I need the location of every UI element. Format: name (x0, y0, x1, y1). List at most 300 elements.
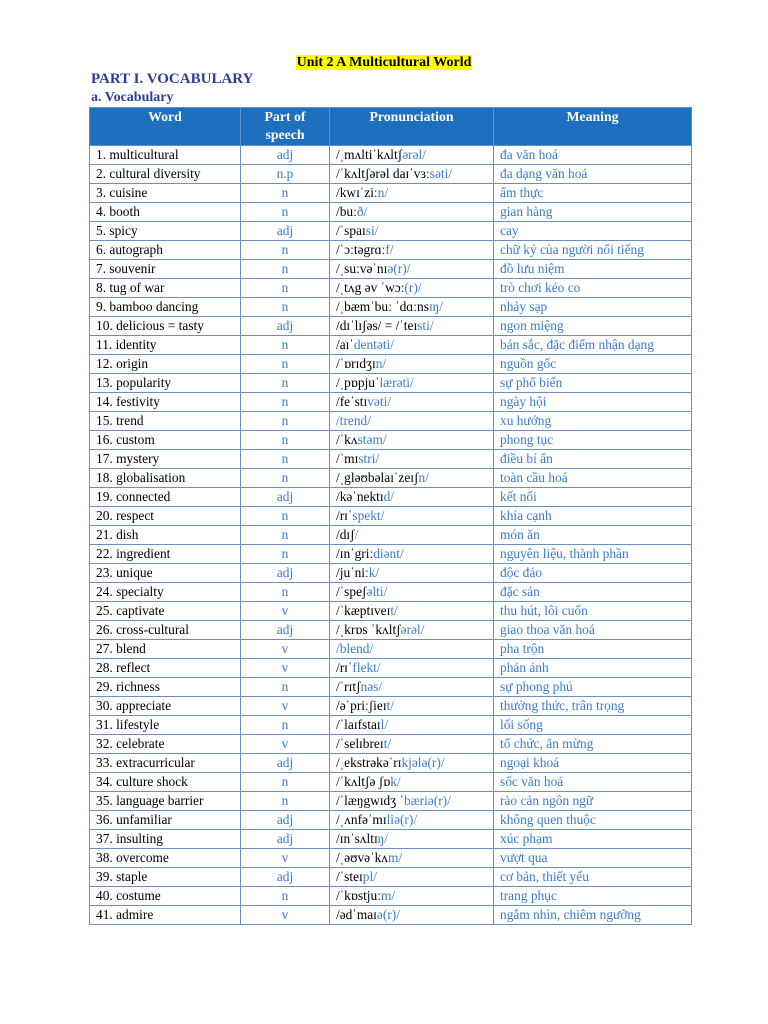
word-cell: 25. captivate (90, 602, 241, 621)
part-of-speech-cell: n (241, 773, 330, 792)
part-of-speech-cell: n (241, 545, 330, 564)
table-row (90, 203, 692, 222)
pronunciation-blue: ə(r)/ (387, 261, 411, 276)
pronunciation-cell (330, 317, 494, 336)
pronunciation-black: /aɪˈ (336, 337, 354, 352)
pronunciation-black: /dɪʃ (336, 527, 355, 542)
pronunciation-black: /ˌsuːvəˈnɪ (336, 261, 388, 276)
table-row (90, 906, 692, 925)
pronunciation-black: /ˌtʌg əv ˈwɔː (336, 280, 405, 295)
meaning-cell (494, 469, 692, 488)
pronunciation-cell (330, 773, 494, 792)
pronunciation-black: /ˌəʊvəˈkʌ (336, 850, 388, 865)
part-of-speech-cell: v (241, 602, 330, 621)
meaning-cell (494, 830, 692, 849)
table-row (90, 830, 692, 849)
meaning-blue: nguồn gốc (500, 356, 557, 371)
pronunciation-cell (330, 146, 494, 165)
pronunciation-black: /dɪˈlɪʃəs/ = /ˈteɪ (336, 318, 418, 333)
sub-heading: a. Vocabulary (91, 90, 174, 105)
meaning-blue: ngắm nhìn, chiêm ngưỡng (500, 907, 641, 922)
meaning-cell (494, 260, 692, 279)
pronunciation-blue: si/ (365, 223, 379, 238)
pronunciation-blue: əlti/ (366, 584, 388, 599)
pronunciation-black: /ˈkɒstjuː (336, 888, 381, 903)
meaning-blue: sự phong phú (500, 679, 573, 694)
pronunciation-blue: f/ (385, 242, 394, 257)
meaning-cell (494, 431, 692, 450)
pronunciation-cell (330, 640, 494, 659)
pronunciation-blue: pl/ (362, 869, 377, 884)
meaning-cell (494, 621, 692, 640)
document-title: Unit 2 A Multicultural World (296, 55, 472, 70)
pronunciation-black: /ˌmʌltiˈkʌltʃ (336, 147, 403, 162)
pronunciation-cell (330, 887, 494, 906)
table-row (90, 678, 692, 697)
pronunciation-blue: k/ (390, 774, 401, 789)
pronunciation-black: /feˈstɪ (336, 394, 368, 409)
pronunciation-blue: kjələ(r)/ (401, 755, 445, 770)
meaning-blue: lối sống (500, 717, 543, 732)
word-cell: 28. reflect (90, 659, 241, 678)
part-of-speech-cell: n (241, 393, 330, 412)
table-row (90, 754, 692, 773)
pronunciation-cell (330, 412, 494, 431)
word-cell: 21. dish (90, 526, 241, 545)
part-of-speech-cell: adj (241, 222, 330, 241)
part-of-speech-cell: n (241, 203, 330, 222)
pronunciation-blue: diənt/ (373, 546, 404, 561)
pronunciation-cell (330, 431, 494, 450)
pronunciation-blue: (r)/ (404, 280, 422, 295)
part-of-speech-cell: v (241, 640, 330, 659)
table-row (90, 792, 692, 811)
part-of-speech-cell: n (241, 412, 330, 431)
word-cell: 19. connected (90, 488, 241, 507)
part-of-speech-cell: n (241, 336, 330, 355)
meaning-cell (494, 678, 692, 697)
pronunciation-black: /ˈspeʃ (336, 584, 367, 599)
meaning-blue: ngon miệng (500, 318, 564, 333)
meaning-blue: đa văn hoá (500, 147, 559, 162)
part-of-speech-cell: v (241, 697, 330, 716)
table-row (90, 317, 692, 336)
pronunciation-black: /ˈkæptɪveɪ (336, 603, 391, 618)
meaning-blue: khía cạnh (500, 508, 552, 523)
pronunciation-black: /ɪnˈsʌltɪ (336, 831, 378, 846)
meaning-blue: ngoại khoá (500, 755, 560, 770)
word-cell: 9. bamboo dancing (90, 298, 241, 317)
pronunciation-cell (330, 279, 494, 298)
meaning-cell (494, 868, 692, 887)
part-of-speech-cell: adj (241, 146, 330, 165)
title-wrap (0, 53, 768, 71)
pronunciation-blue: /trend/ (336, 413, 371, 428)
meaning-blue: chữ ký của người nổi tiếng (500, 242, 644, 257)
header-part-of-speech: Part of speech (241, 108, 330, 146)
table-row (90, 184, 692, 203)
word-cell: 30. appreciate (90, 697, 241, 716)
word-cell: 18. globalisation (90, 469, 241, 488)
pronunciation-cell (330, 811, 494, 830)
pronunciation-black: /ˈrɪtʃ (336, 679, 361, 694)
pronunciation-blue: n/ (418, 470, 429, 485)
pronunciation-blue: ərəl/ (402, 147, 426, 162)
part-of-speech-cell: n (241, 184, 330, 203)
pronunciation-blue: ɪŋ/ (428, 299, 444, 314)
table-row (90, 260, 692, 279)
pronunciation-black: /ˌpɒpjuˈ (336, 375, 380, 390)
word-cell: 20. respect (90, 507, 241, 526)
pronunciation-black: /ˌbæmˈbuː ˈdɑːns (336, 299, 429, 314)
pronunciation-black: /əˈpriːʃieɪ (336, 698, 387, 713)
pronunciation-black: /kwɪˈziː (336, 185, 378, 200)
header-word: Word (90, 108, 241, 146)
table-row (90, 450, 692, 469)
pronunciation-cell (330, 754, 494, 773)
pronunciation-black: /ˌʌnfəˈmɪ (336, 812, 387, 827)
word-cell: 6. autograph (90, 241, 241, 260)
word-cell: 13. popularity (90, 374, 241, 393)
table-row (90, 526, 692, 545)
pronunciation-blue: ð/ (356, 204, 368, 219)
word-cell: 12. origin (90, 355, 241, 374)
meaning-cell (494, 317, 692, 336)
pronunciation-black: /ˈspaɪ (336, 223, 366, 238)
pronunciation-black: /ˈkʌ (336, 432, 358, 447)
meaning-blue: cơ bản, thiết yếu (500, 869, 589, 884)
pronunciation-black: /ˌekstrəkəˈrɪ (336, 755, 402, 770)
meaning-cell (494, 165, 692, 184)
meaning-blue: ẩm thực (500, 185, 544, 200)
part-of-speech-cell: adj (241, 317, 330, 336)
part-of-speech-cell: n (241, 716, 330, 735)
part-of-speech-cell: adj (241, 868, 330, 887)
pronunciation-cell (330, 602, 494, 621)
pronunciation-black: /ˌgləʊbəlaɪˈzeɪʃ (336, 470, 419, 485)
pronunciation-cell (330, 583, 494, 602)
pronunciation-black: /ɪnˈgriː (336, 546, 374, 561)
meaning-cell (494, 279, 692, 298)
pronunciation-blue: n/ (377, 185, 389, 200)
part-of-speech-cell: adj (241, 830, 330, 849)
pronunciation-blue: bæriə(r)/ (404, 793, 451, 808)
pronunciation-cell (330, 564, 494, 583)
word-cell: 31. lifestyle (90, 716, 241, 735)
meaning-cell (494, 735, 692, 754)
pronunciation-cell (330, 260, 494, 279)
part-of-speech-cell: v (241, 906, 330, 925)
meaning-blue: nguyên liệu, thành phần (500, 546, 629, 561)
part-of-speech-cell: n (241, 526, 330, 545)
table-row (90, 716, 692, 735)
meaning-blue: ngày hội (500, 394, 547, 409)
word-cell: 2. cultural diversity (90, 165, 241, 184)
meaning-cell (494, 849, 692, 868)
table-row (90, 412, 692, 431)
pronunciation-black: /ˌkrɒs ˈkʌltʃ (336, 622, 401, 637)
word-cell: 3. cuisine (90, 184, 241, 203)
pronunciation-blue: liə(r)/ (386, 812, 418, 827)
meaning-blue: không quen thuộc (500, 812, 596, 827)
pronunciation-cell (330, 906, 494, 925)
word-cell: 34. culture shock (90, 773, 241, 792)
meaning-cell (494, 374, 692, 393)
pronunciation-cell (330, 222, 494, 241)
part-of-speech-cell: adj (241, 811, 330, 830)
meaning-cell (494, 564, 692, 583)
pronunciation-black: /ədˈmaɪ (336, 907, 377, 922)
part-of-speech-cell: n (241, 355, 330, 374)
meaning-cell (494, 241, 692, 260)
pronunciation-cell (330, 735, 494, 754)
pronunciation-cell (330, 393, 494, 412)
word-cell: 39. staple (90, 868, 241, 887)
meaning-cell (494, 393, 692, 412)
meaning-cell (494, 716, 692, 735)
pronunciation-black: /ˈlaɪfstaɪ (336, 717, 381, 732)
pronunciation-cell (330, 374, 494, 393)
word-cell: 4. booth (90, 203, 241, 222)
pronunciation-black: /ˈɔːtəgrɑː (336, 242, 386, 257)
pronunciation-blue: ərəl/ (400, 622, 425, 637)
meaning-blue: pha trộn (500, 641, 545, 656)
pronunciation-black: /ˈkʌltʃə ʃɒ (336, 774, 391, 789)
meaning-cell (494, 906, 692, 925)
word-cell: 23. unique (90, 564, 241, 583)
part-of-speech-cell: n.p (241, 165, 330, 184)
table-row (90, 849, 692, 868)
table-row (90, 773, 692, 792)
meaning-blue: trò chơi kéo co (500, 280, 581, 295)
meaning-cell (494, 450, 692, 469)
word-cell: 17. mystery (90, 450, 241, 469)
pronunciation-blue: / (354, 527, 359, 542)
pronunciation-black: /juˈniː (336, 565, 369, 580)
meaning-blue: tổ chức, ăn mừng (500, 736, 594, 751)
meaning-blue: phong tục (500, 432, 554, 447)
part-of-speech-cell: adj (241, 564, 330, 583)
meaning-blue: xu hướng (500, 413, 552, 428)
meaning-blue: phản ánh (500, 660, 549, 675)
part-of-speech-cell: v (241, 849, 330, 868)
table-row (90, 222, 692, 241)
pronunciation-blue: t/ (386, 698, 395, 713)
meaning-cell (494, 887, 692, 906)
pronunciation-blue: k/ (368, 565, 380, 580)
part-of-speech-cell: n (241, 507, 330, 526)
word-cell: 1. multicultural (90, 146, 241, 165)
pronunciation-black: /ˈselɪbreɪ (336, 736, 384, 751)
pronunciation-cell (330, 868, 494, 887)
meaning-blue: bản sắc, đặc điểm nhận dạng (500, 337, 654, 352)
pronunciation-cell (330, 830, 494, 849)
table-row (90, 165, 692, 184)
pronunciation-blue: m/ (380, 888, 396, 903)
table-row (90, 640, 692, 659)
pronunciation-blue: /blend/ (336, 641, 374, 656)
pronunciation-cell (330, 488, 494, 507)
meaning-cell (494, 298, 692, 317)
pronunciation-cell (330, 507, 494, 526)
part-of-speech-cell: n (241, 374, 330, 393)
table-row (90, 431, 692, 450)
meaning-blue: giao thoa văn hoá (500, 622, 595, 637)
meaning-cell (494, 754, 692, 773)
table-row (90, 659, 692, 678)
meaning-cell (494, 640, 692, 659)
part-of-speech-cell: n (241, 260, 330, 279)
table-body (90, 146, 692, 925)
word-cell: 40. costume (90, 887, 241, 906)
table-row (90, 279, 692, 298)
word-cell: 16. custom (90, 431, 241, 450)
pronunciation-blue: ŋ/ (377, 831, 389, 846)
pronunciation-cell (330, 849, 494, 868)
word-cell: 11. identity (90, 336, 241, 355)
pronunciation-blue: spekt/ (352, 508, 385, 523)
pronunciation-cell (330, 165, 494, 184)
pronunciation-blue: flekt/ (352, 660, 381, 675)
part-of-speech-cell: v (241, 735, 330, 754)
header-meaning: Meaning (494, 108, 692, 146)
pronunciation-cell (330, 792, 494, 811)
pronunciation-blue: səti/ (429, 166, 453, 181)
word-cell: 14. festivity (90, 393, 241, 412)
part-of-speech-cell: n (241, 241, 330, 260)
meaning-blue: trang phục (500, 888, 557, 903)
meaning-blue: toàn cầu hoá (500, 470, 568, 485)
pronunciation-black: /buː (336, 204, 357, 219)
meaning-cell (494, 488, 692, 507)
pronunciation-blue: sti/ (417, 318, 434, 333)
pronunciation-blue: t/ (390, 603, 398, 618)
pronunciation-black: /ˈlæŋgwɪdʒ ˈ (336, 793, 404, 808)
part-of-speech-cell: n (241, 279, 330, 298)
pronunciation-blue: l/ (380, 717, 389, 732)
pronunciation-cell (330, 184, 494, 203)
pronunciation-blue: stri/ (358, 451, 380, 466)
meaning-blue: đồ lưu niệm (500, 261, 565, 276)
word-cell: 32. celebrate (90, 735, 241, 754)
part-of-speech-cell: n (241, 792, 330, 811)
meaning-blue: đa dạng văn hoá (500, 166, 588, 181)
word-cell: 27. blend (90, 640, 241, 659)
word-cell: 7. souvenir (90, 260, 241, 279)
word-cell: 22. ingredient (90, 545, 241, 564)
meaning-cell (494, 184, 692, 203)
pronunciation-blue: ə(r)/ (376, 907, 400, 922)
part-of-speech-cell: n (241, 469, 330, 488)
header-pronunciation: Pronunciation (330, 108, 494, 146)
meaning-cell (494, 811, 692, 830)
part-of-speech-cell: adj (241, 488, 330, 507)
pronunciation-blue: n/ (375, 356, 387, 371)
meaning-cell (494, 583, 692, 602)
pronunciation-blue: d/ (383, 489, 395, 504)
meaning-blue: vượt qua (500, 850, 548, 865)
word-cell: 24. specialty (90, 583, 241, 602)
pronunciation-cell (330, 203, 494, 222)
meaning-cell (494, 773, 692, 792)
table-row (90, 887, 692, 906)
word-cell: 38. overcome (90, 849, 241, 868)
pronunciation-black: /kəˈnektɪ (336, 489, 384, 504)
meaning-cell (494, 526, 692, 545)
table-row (90, 336, 692, 355)
word-cell: 26. cross-cultural (90, 621, 241, 640)
pronunciation-black: /rɪˈ (336, 508, 353, 523)
meaning-cell (494, 602, 692, 621)
vocabulary-table (89, 107, 692, 925)
word-cell: 37. insulting (90, 830, 241, 849)
meaning-cell (494, 507, 692, 526)
meaning-blue: nhảy sạp (500, 299, 548, 314)
meaning-blue: thu hút, lôi cuốn (500, 603, 588, 618)
pronunciation-cell (330, 298, 494, 317)
word-cell: 29. richness (90, 678, 241, 697)
pronunciation-cell (330, 336, 494, 355)
meaning-cell (494, 792, 692, 811)
pronunciation-black: /ˈmɪ (336, 451, 359, 466)
pronunciation-black: /ˈɒrɪdʒɪ (336, 356, 376, 371)
table-row (90, 374, 692, 393)
pronunciation-cell (330, 526, 494, 545)
pronunciation-cell (330, 678, 494, 697)
meaning-blue: thưởng thức, trân trọng (500, 698, 625, 713)
meaning-cell (494, 222, 692, 241)
pronunciation-blue: m/ (387, 850, 403, 865)
meaning-cell (494, 659, 692, 678)
table-row (90, 545, 692, 564)
table-row (90, 583, 692, 602)
meaning-blue: sự phổ biến (500, 375, 563, 390)
table-row (90, 393, 692, 412)
table-row (90, 564, 692, 583)
meaning-cell (494, 697, 692, 716)
pronunciation-cell (330, 659, 494, 678)
word-cell: 41. admire (90, 906, 241, 925)
meaning-cell (494, 412, 692, 431)
pronunciation-cell (330, 545, 494, 564)
part-of-speech-cell: n (241, 431, 330, 450)
part-of-speech-cell: adj (241, 621, 330, 640)
meaning-cell (494, 203, 692, 222)
table-row (90, 602, 692, 621)
table-row (90, 469, 692, 488)
word-cell: 15. trend (90, 412, 241, 431)
table-row (90, 488, 692, 507)
pronunciation-cell (330, 621, 494, 640)
table-header-row (90, 108, 692, 146)
pronunciation-cell (330, 469, 494, 488)
meaning-blue: gian hàng (500, 204, 553, 219)
table-row (90, 507, 692, 526)
table-row (90, 735, 692, 754)
word-cell: 8. tug of war (90, 279, 241, 298)
pronunciation-cell (330, 355, 494, 374)
table-row (90, 868, 692, 887)
meaning-blue: cay (500, 223, 519, 238)
part-heading: PART I. VOCABULARY (91, 71, 254, 87)
meaning-blue: sốc văn hoá (500, 774, 564, 789)
pronunciation-black: /rɪˈ (336, 660, 353, 675)
part-of-speech-cell: n (241, 298, 330, 317)
pronunciation-blue: vəti/ (367, 394, 392, 409)
meaning-blue: món ăn (500, 527, 540, 542)
meaning-blue: xúc phạm (500, 831, 553, 846)
pronunciation-blue: t/ (383, 736, 392, 751)
